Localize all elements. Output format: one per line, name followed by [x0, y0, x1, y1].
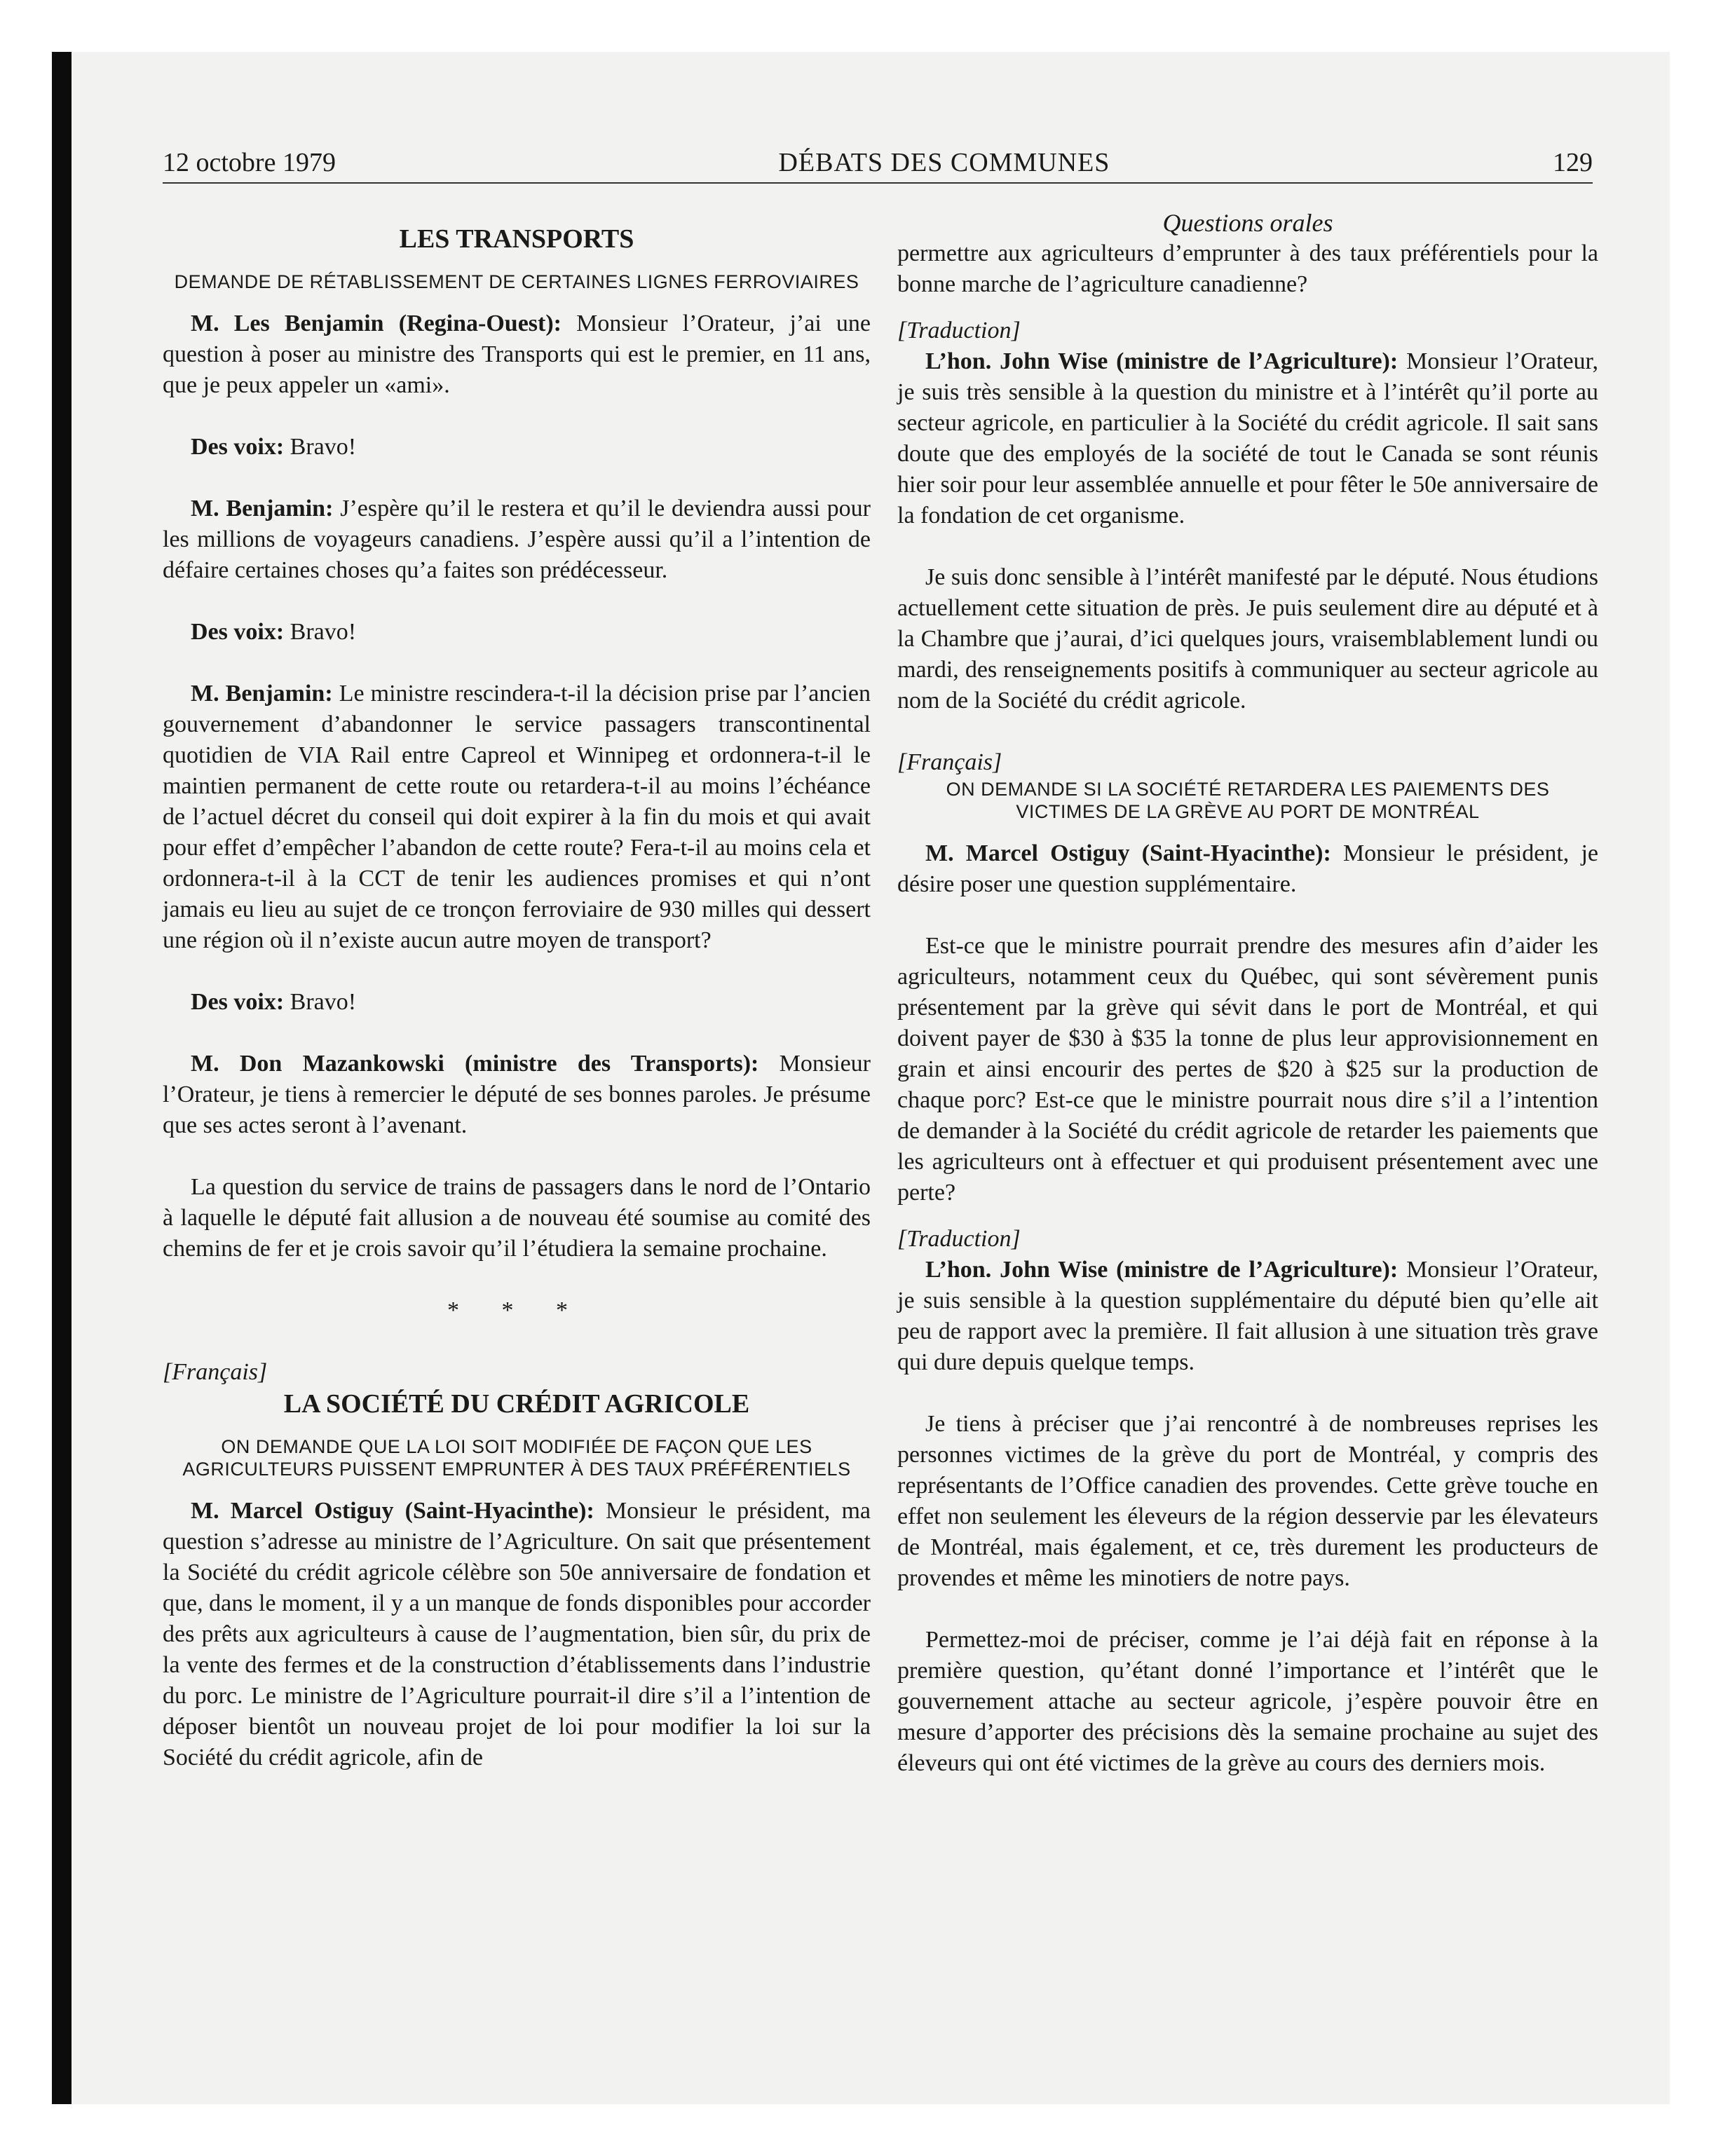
paragraph [163, 432, 871, 463]
language-tag: [Français] [163, 1359, 268, 1385]
language-tag: [Traduction] [897, 318, 1021, 343]
paragraph [163, 493, 871, 586]
paragraph [897, 1255, 1598, 1378]
paragraph: Je tiens à préciser que j’ai rencontré à de nombreuses reprises les personnes victimes de la grève du port de Montréal, y compris des représentants de l’Office canadien des provendes. Cette grève touche en effet non seulement les éleveurs de la région desservie par les élevateurs de Montréal, mais également, et ce, très durement les producteurs de provendes et même les minotiers de notre pays. [897, 1411, 1598, 1591]
page-header [163, 147, 1593, 184]
paragraph [163, 1496, 871, 1773]
language-tag: [Français] [897, 749, 1002, 775]
speech: Monsieur le président, ma question s’adresse au ministre de l’Agriculture. On sait que présentement la Société du crédit agricole célèbre son 50e anniversaire de fondation et que, dans le moment, il y a un manque de fonds disponibles pour accorder des prêts aux agriculteurs à cause de l’augmentation, bien sûr, du prix de la vente des fermes et de la construction d’établissements dans l’industrie du porc. Le ministre de l’Agriculture pourrait-il dire s’il a l’intention de déposer bientôt un nouveau projet de loi pour modifier la loi sur la Société du crédit agricole, afin de [163, 1498, 871, 1770]
language-tag: [Traduction] [897, 1226, 1021, 1252]
paragraph [897, 346, 1598, 531]
speaker: M. Marcel Ostiguy (Saint-Hyacinthe): [925, 840, 1331, 866]
paragraph: La question du service de trains de passagers dans le nord de l’Ontario à laquelle le député fait allusion a de nouveau été soumise au comité des chemins de fer et je crois savoir qu’il l’étudiera la semaine prochaine. [163, 1174, 871, 1262]
speech: Monsieur l’Orateur, je suis sensible à la question supplémentaire du député bien qu’elle ait peu de rapport avec la première. Il fait allusion à une situation très grave qui dure depuis quelque temps. [897, 1257, 1598, 1375]
paragraph [163, 987, 871, 1018]
section-subtitle: ON DEMANDE QUE LA LOI SOIT MODIFIÉE DE FAÇON QUE LES AGRICULTEURS PUISSENT EMPRUNTER À DES TAUX PRÉFÉRENTIELS [182, 1436, 851, 1480]
section-subtitle: ON DEMANDE SI LA SOCIÉTÉ RETARDERA LES PAIEMENTS DES VICTIMES DE LA GRÈVE AU PORT DE MONTRÉAL [946, 779, 1550, 822]
paragraph [163, 308, 871, 401]
speech: Le ministre rescindera-t-il la décision prise par l’ancien gouvernement d’abandonner le service passagers transcontinental quotidien de VIA Rail entre Capreol et Winnipeg et ordonnera-t-il le maintien permanent de cette route ou retardera-t-il au moins l’échéance de l’actuel décret du conseil qui doit expirer à la fin du mois et qui avait pour effet d’empêcher l’abandon de cette route? Fera-t-il au moins cela et ordonnera-t-il à la CCT de tenir les audiences promises et qui n’ont jamais eu lieu au sujet de ce tronçon ferroviaire de 930 milles qui dessert une région où il n’existe aucun autre moyen de transport? [163, 681, 871, 953]
paragraph: permettre aux agriculteurs d’emprunter à des taux préférentiels pour la bonne marche de l’agriculture canadienne? [897, 240, 1598, 297]
paragraph: Permettez-moi de préciser, comme je l’ai déjà fait en réponse à la première question, qu’étant donné l’importance et l’intérêt que le gouvernement attache au secteur agricole, j’espère pouvoir être en mesure d’apporter des précisions dès la semaine prochaine au sujet des éleveurs qui ont été victimes de la grève au cours des derniers mois. [897, 1627, 1598, 1776]
speech: Monsieur le président, je désire poser une question supplémentaire. [897, 840, 1598, 897]
section-title: LA SOCIÉTÉ DU CRÉDIT AGRICOLE [283, 1389, 750, 1419]
left-column [163, 207, 871, 1773]
header-title: DÉBATS DES COMMUNES [778, 148, 1110, 177]
paragraph [163, 1049, 871, 1141]
speaker: L’hon. John Wise (ministre de l’Agriculture): [925, 348, 1399, 374]
speech: Bravo! [284, 989, 357, 1015]
speech: J’espère qu’il le restera et qu’il le deviendra aussi pour les millions de voyageurs canadiens. J’espère aussi qu’il a l’intention de défaire certaines choses qu’a faites son prédécesseur. [163, 496, 871, 583]
speaker: M. Benjamin: [191, 681, 333, 707]
speech: Monsieur l’Orateur, je tiens à remercier le député de ses bonnes paroles. Je présume que ses actes seront à l’avenant. [163, 1051, 871, 1138]
speaker: M. Les Benjamin (Regina-Ouest): [191, 311, 562, 336]
speaker: Des voix: [191, 619, 285, 645]
paragraph [163, 678, 871, 956]
speaker: Des voix: [191, 434, 285, 460]
header-date: 12 octobre 1979 [163, 148, 336, 177]
speech: Monsieur l’Orateur, je suis très sensible à la question du ministre et à l’intérêt qu’il porte au secteur agricole, en particulier à la Société du crédit agricole. Il sait sans doute que des employés de la société de tout le Canada se sont réunis hier soir pour leur assemblée annuelle et pour fêter le 50e anniversaire de la fondation de cet organisme. [897, 348, 1598, 528]
right-column [897, 207, 1598, 1779]
speech: Monsieur l’Orateur, j’ai une question à poser au ministre des Transports qui est le premier, en 11 ans, que je peux appeler un «ami». [163, 311, 871, 398]
section-separator: * * * [447, 1297, 586, 1323]
speaker: M. Don Mazankowski (ministre des Transports): [191, 1051, 759, 1077]
speaker: M. Marcel Ostiguy (Saint-Hyacinthe): [191, 1498, 594, 1524]
speech: Bravo! [284, 619, 357, 645]
paragraph [163, 617, 871, 648]
speaker: Des voix: [191, 989, 285, 1015]
scan-edge [52, 52, 72, 2104]
speech: Bravo! [284, 434, 357, 460]
section-title: LES TRANSPORTS [399, 224, 634, 254]
paragraph [897, 838, 1598, 900]
page-number: 129 [1552, 148, 1593, 177]
paragraph: Est-ce que le ministre pourrait prendre des mesures afin d’aider les agriculteurs, notamment ceux du Québec, qui sont sévèrement punis présentement par la grève qui sévit dans le port de Montréal, et qui doivent payer de $30 à $35 la tonne de plus leur approvisionnement en grain et ainsi encourir des pertes de $20 à $25 sur la production de chaque porc? Est-ce que le ministre pourrait nous dire s’il a l’intention de demander à la Société du crédit agricole de retarder les paiements que les agriculteurs ont à effectuer et qui produisent présentement avec une perte? [897, 933, 1598, 1206]
running-head: Questions orales [1162, 209, 1333, 237]
paragraph: Je suis donc sensible à l’intérêt manifesté par le député. Nous étudions actuellement cette situation de près. Je puis seulement dire au député et à la Chambre que j’aurai, d’ici quelques jours, vraisemblablement lundi ou mardi, des renseignements positifs à communiquer au secteur agricole au nom de la Société du crédit agricole. [897, 564, 1598, 714]
section-subtitle: DEMANDE DE RÉTABLISSEMENT DE CERTAINES LIGNES FERROVIAIRES [174, 271, 859, 292]
speaker: M. Benjamin: [191, 496, 334, 521]
speaker: L’hon. John Wise (ministre de l’Agriculture): [925, 1257, 1399, 1283]
